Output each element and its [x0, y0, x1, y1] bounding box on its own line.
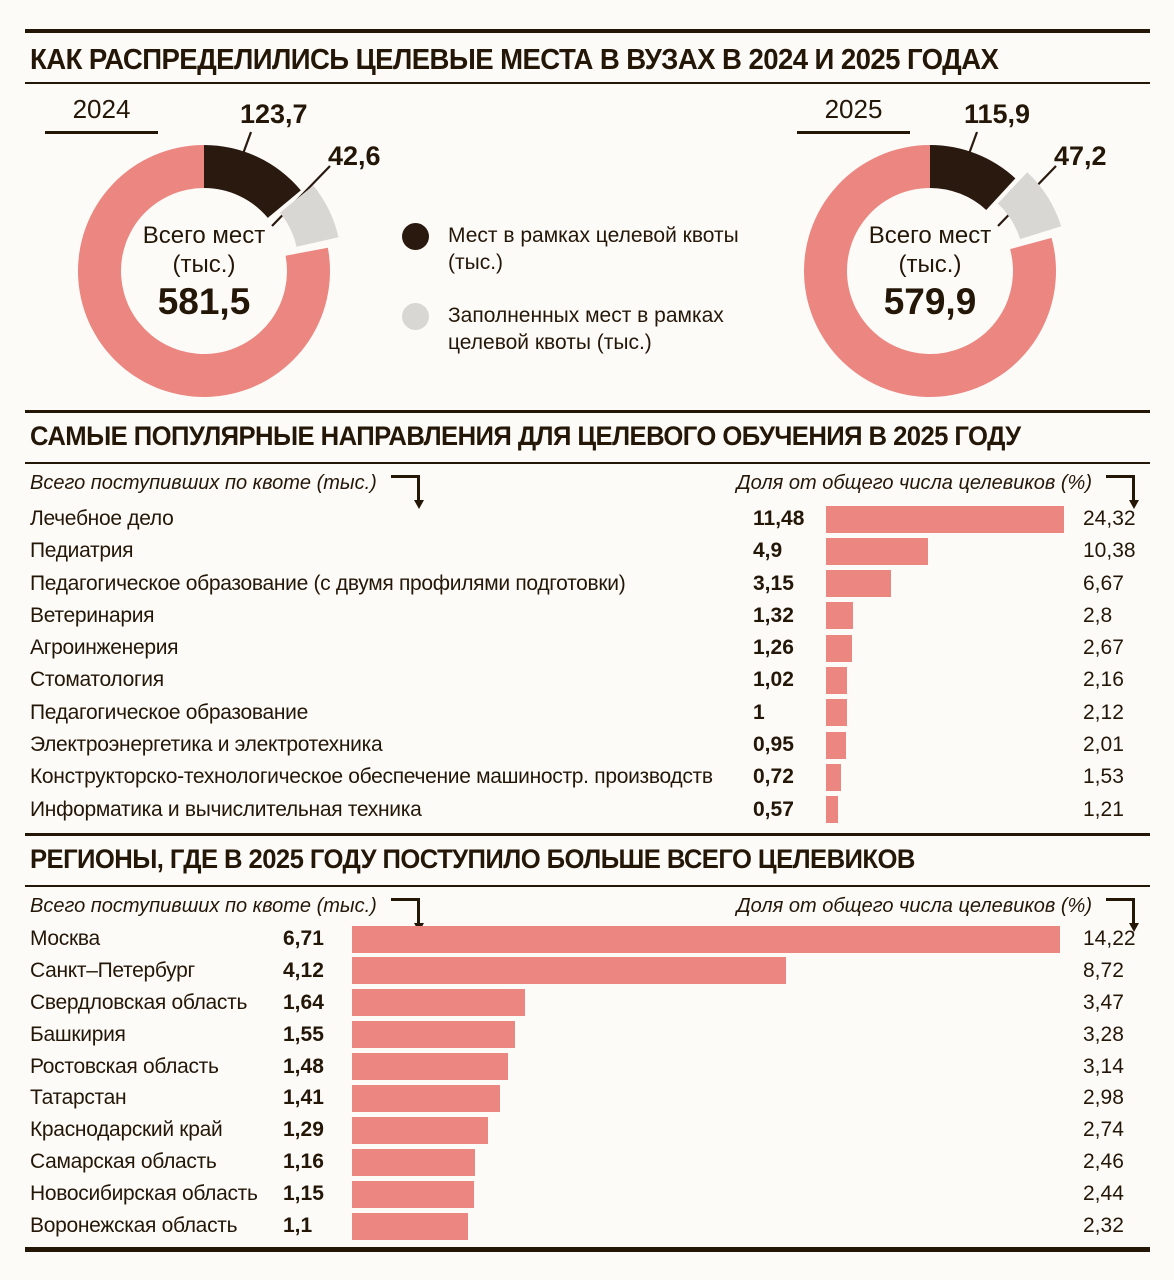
- bar-row: [0, 987, 1174, 1019]
- year-label: 2025: [797, 94, 910, 134]
- row-bar: [826, 764, 841, 791]
- quota-slice: [204, 145, 301, 218]
- row-label: Лечебное дело: [30, 507, 174, 530]
- value-column-header: [30, 472, 420, 500]
- row-label: Педагогическое образование (с двумя профилями подготовки): [30, 571, 626, 595]
- bar-row: [0, 955, 1174, 987]
- majors-section-title: САМЫЕ ПОПУЛЯРНЫЕ НАПРАВЛЕНИЯ ДЛЯ ЦЕЛЕВОГО ОБУЧЕНИЯ В 2025 ГОДУ: [30, 421, 1021, 451]
- row-label: Информатика и вычислительная техника: [30, 797, 422, 821]
- donut-center-text: [835, 221, 1025, 322]
- row-pct: 2,44: [1083, 1182, 1124, 1206]
- row-label: Москва: [30, 927, 100, 950]
- bar-row: [0, 632, 1174, 664]
- regions-section-title: РЕГИОНЫ, ГДЕ В 2025 ГОДУ ПОСТУПИЛО БОЛЬШЕ ВСЕГО ЦЕЛЕВИКОВ: [30, 844, 915, 874]
- bar-row: [0, 729, 1174, 761]
- bar-row: [0, 503, 1174, 535]
- bar-row: [0, 1178, 1174, 1210]
- row-bar: [826, 796, 838, 823]
- row-label: Стоматология: [30, 668, 164, 692]
- total-value: 581,5: [157, 281, 251, 322]
- row-label: Воронежская область: [30, 1214, 238, 1238]
- row-value: 1,02: [753, 668, 794, 692]
- row-bar: [826, 667, 847, 694]
- bar-row: [0, 1146, 1174, 1178]
- row-value: 1,15: [283, 1182, 324, 1206]
- down-arrow-icon: [1106, 898, 1135, 923]
- donut-chart-2025: [771, 90, 1131, 410]
- row-pct: 2,67: [1083, 636, 1124, 660]
- row-pct: 1,21: [1083, 797, 1124, 821]
- row-label: Конструкторско-технологическое обеспечение машиностр. производств: [30, 765, 713, 789]
- row-bar: [352, 926, 1060, 953]
- row-pct: 8,72: [1083, 958, 1124, 982]
- row-bar: [352, 1085, 500, 1112]
- row-label: Ветеринария: [30, 603, 155, 627]
- legend-label-quota: Мест в рамках целевой квоты (тыс.): [448, 224, 739, 274]
- row-bar: [352, 1213, 468, 1240]
- majors-section: [0, 410, 1174, 833]
- row-label: Свердловская область: [30, 990, 248, 1014]
- center-unit: (тыс.): [898, 251, 962, 278]
- row-pct: 6,67: [1083, 571, 1124, 595]
- row-value: 11,48: [753, 507, 805, 530]
- row-value: 1,55: [283, 1022, 324, 1046]
- row-label: Башкирия: [30, 1022, 126, 1046]
- row-bar: [352, 1149, 475, 1176]
- regions-section: [0, 833, 1174, 1247]
- quota-value-callout: 123,7: [240, 99, 308, 129]
- row-value: 4,9: [753, 539, 783, 563]
- total-value: 579,9: [883, 281, 977, 322]
- row-value: 1,64: [283, 990, 324, 1014]
- legend-item-filled: [402, 302, 742, 356]
- bar-row: [0, 794, 1174, 826]
- row-value: 4,12: [283, 958, 324, 982]
- row-value: 6,71: [283, 927, 324, 950]
- center-title: Всего мест: [142, 222, 266, 249]
- bar-row: [0, 697, 1174, 729]
- filled-value-callout: 42,6: [328, 141, 381, 171]
- section-rule: [25, 410, 1150, 413]
- quota-color-dot: [402, 223, 429, 250]
- row-value: 3,15: [753, 571, 794, 595]
- row-value: 1,41: [283, 1086, 324, 1110]
- bar-row: [0, 923, 1174, 955]
- bar-row: [0, 1019, 1174, 1051]
- row-bar: [826, 538, 928, 565]
- row-label: Санкт–Петербург: [30, 958, 195, 982]
- section-title-underline: [25, 885, 1150, 887]
- row-pct: 2,46: [1083, 1150, 1124, 1174]
- bar-row: [0, 761, 1174, 793]
- center-title: Всего мест: [868, 222, 992, 249]
- regions-bar-rows: [0, 923, 1174, 1242]
- donut-chart-2024: [45, 90, 405, 410]
- row-label: Агроинженерия: [30, 636, 179, 660]
- top-rule: [25, 29, 1150, 33]
- row-bar: [352, 989, 525, 1016]
- bottom-rule: [25, 1247, 1150, 1252]
- value-column-header: [30, 895, 420, 923]
- row-bar: [352, 1021, 515, 1048]
- row-bar: [826, 732, 846, 759]
- section-title-underline: [25, 462, 1150, 464]
- row-pct: 2,32: [1083, 1214, 1124, 1238]
- row-pct: 24,32: [1083, 507, 1136, 530]
- bar-row: [0, 664, 1174, 696]
- row-value: 1: [753, 700, 765, 724]
- page-title: КАК РАСПРЕДЕЛИЛИСЬ ЦЕЛЕВЫЕ МЕСТА В ВУЗАХ В 2024 И 2025 ГОДАХ: [30, 44, 999, 76]
- pct-column-header-text: Доля от общего числа целевиков (%): [736, 472, 1092, 494]
- row-value: 1,16: [283, 1150, 324, 1174]
- title-underline: [25, 82, 1150, 84]
- filled-value-callout: 47,2: [1054, 141, 1107, 171]
- row-bar: [826, 699, 847, 726]
- majors-bar-rows: [0, 503, 1174, 826]
- row-value: 1,29: [283, 1118, 324, 1142]
- center-unit: (тыс.): [172, 251, 236, 278]
- row-value: 1,32: [753, 603, 794, 627]
- row-label: Самарская область: [30, 1150, 217, 1174]
- bar-row: [0, 1051, 1174, 1083]
- row-bar: [826, 602, 853, 629]
- row-pct: 2,74: [1083, 1118, 1124, 1142]
- row-pct: 1,53: [1083, 765, 1124, 789]
- row-value: 0,95: [753, 733, 794, 757]
- bar-row: [0, 600, 1174, 632]
- row-bar: [826, 570, 891, 597]
- row-bar: [352, 957, 786, 984]
- row-pct: 2,8: [1083, 603, 1113, 627]
- row-pct: 2,01: [1083, 733, 1124, 757]
- pct-column-header: [737, 472, 1135, 500]
- bar-row: [0, 535, 1174, 567]
- row-value: 1,48: [283, 1054, 324, 1078]
- section-rule: [25, 833, 1150, 836]
- value-column-header-text: Всего поступивших по квоте (тыс.): [30, 895, 377, 917]
- donut-legend: [402, 222, 742, 382]
- legend-label-filled: Заполненных мест в рамках целевой квоты (тыс.): [448, 304, 724, 354]
- bar-row: [0, 1082, 1174, 1114]
- bar-row: [0, 1114, 1174, 1146]
- year-label: 2024: [45, 94, 158, 134]
- row-pct: 10,38: [1083, 539, 1136, 563]
- legend-item-quota: [402, 222, 742, 276]
- down-arrow-icon: [391, 898, 420, 923]
- row-bar: [352, 1053, 508, 1080]
- row-pct: 2,98: [1083, 1086, 1124, 1110]
- row-value: 1,26: [753, 636, 794, 660]
- row-bar: [826, 635, 852, 662]
- pct-column-header: [737, 895, 1135, 923]
- row-pct: 2,16: [1083, 668, 1124, 692]
- row-label: Татарстан: [30, 1086, 127, 1110]
- row-pct: 3,47: [1083, 990, 1124, 1014]
- row-label: Ростовская область: [30, 1054, 219, 1078]
- row-label: Краснодарский край: [30, 1118, 223, 1142]
- row-pct: 14,22: [1083, 927, 1136, 950]
- row-label: Новосибирская область: [30, 1182, 258, 1206]
- row-pct: 3,28: [1083, 1022, 1124, 1046]
- row-bar: [352, 1181, 474, 1208]
- row-value: 0,57: [753, 797, 794, 821]
- filled-color-dot: [402, 303, 429, 330]
- pct-column-header-text: Доля от общего числа целевиков (%): [736, 895, 1092, 917]
- quota-value-callout: 115,9: [964, 99, 1031, 129]
- row-label: Электроэнергетика и электротехника: [30, 733, 383, 757]
- row-pct: 3,14: [1083, 1054, 1124, 1078]
- value-column-header-text: Всего поступивших по квоте (тыс.): [30, 472, 377, 494]
- row-bar: [826, 506, 1064, 533]
- row-bar: [352, 1117, 488, 1144]
- bar-row: [0, 1210, 1174, 1242]
- down-arrow-icon: [1106, 475, 1135, 500]
- row-value: 1,1: [283, 1214, 313, 1238]
- donut-center-text: [109, 221, 299, 322]
- row-label: Педиатрия: [30, 539, 134, 563]
- bar-row: [0, 568, 1174, 600]
- row-label: Педагогическое образование: [30, 700, 308, 724]
- row-value: 0,72: [753, 765, 794, 789]
- down-arrow-icon: [391, 475, 420, 500]
- row-pct: 2,12: [1083, 700, 1124, 724]
